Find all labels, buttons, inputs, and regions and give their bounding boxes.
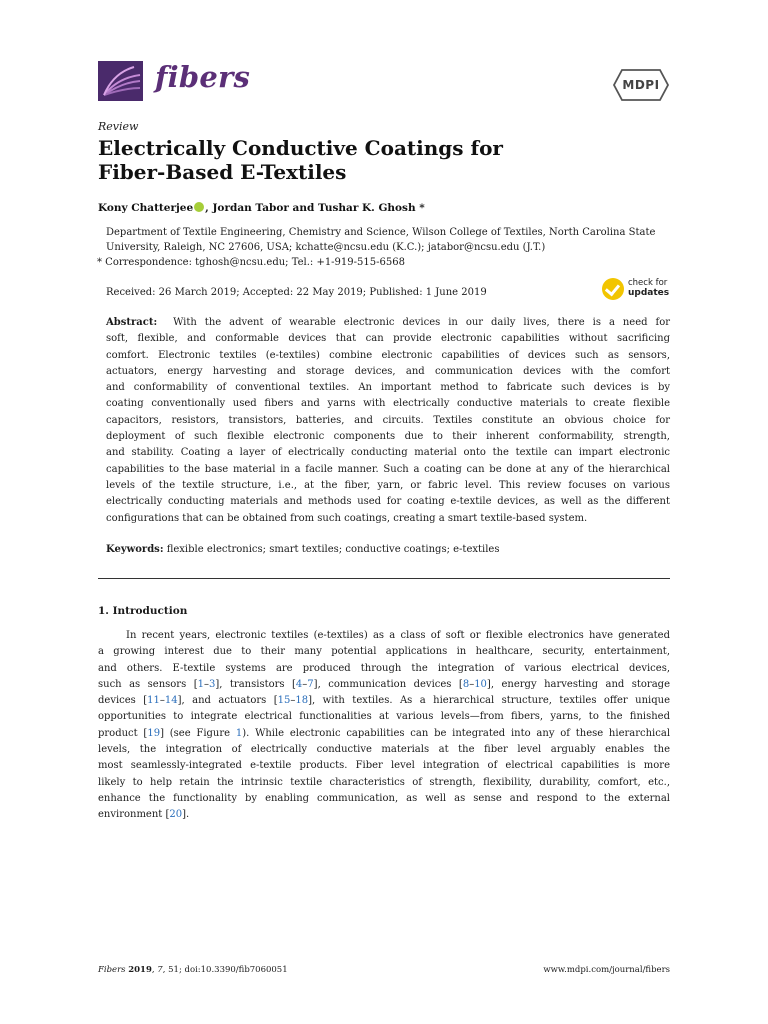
abstract-line: and stability. Coating a layer of electrically conducting material onto the textile can impart electronic [106, 447, 670, 459]
citation-link[interactable]: 14 [164, 695, 178, 707]
check-for-updates-button[interactable] [602, 277, 672, 303]
abstract-line: levels of the textile structure, i.e., at the fiber, yarn, or fabric level. This review focuses on various [106, 479, 670, 491]
author-names[interactable]: , Jordan Tabor and Tushar K. Ghosh * [205, 202, 425, 214]
body-line: most seamlessly-integrated e-textile products. Fiber level integration of electrical capabilities is more [98, 760, 670, 772]
abstract-label: Abstract: [106, 317, 158, 328]
introduction-body [98, 628, 670, 824]
correspondence: * Correspondence: tghosh@ncsu.edu; Tel.: +1-919-515-6568 [97, 257, 405, 268]
citation-link[interactable]: 18 [295, 695, 309, 707]
citation-link[interactable]: 20 [169, 809, 183, 821]
title-line: Electrically Conductive Coatings for [98, 136, 503, 160]
section-divider [98, 578, 670, 579]
article-title [98, 136, 618, 184]
footer-citation: Fibers 2019, 7, 51; doi:10.3390/fib7060051 [98, 965, 288, 975]
affiliation [97, 225, 668, 270]
abstract [106, 315, 670, 527]
abstract-line: Abstract: With the advent of wearable electronic devices in our daily lives, there is a need for [106, 317, 671, 328]
body-line: enhance the functionality by enabling communication, as well as sense and respond to the external [98, 792, 670, 804]
body-line: levels, the integration of electrically conductive materials at the fiber level arguably enables the [98, 744, 670, 756]
body-line: opportunities to integrate electrical functionalities at various levels—from fibers, yarns, to the finished [98, 711, 670, 723]
author-list [98, 202, 425, 214]
affiliation-line: University, Raleigh, NC 27606, USA; kchatte@ncsu.edu (K.C.); jatabor@ncsu.edu (J.T.) [106, 242, 546, 253]
citation-link[interactable]: 4 [295, 678, 303, 690]
citation-link[interactable]: 19 [147, 727, 161, 739]
journal-logo-icon [98, 61, 143, 101]
publication-dates: Received: 26 March 2019; Accepted: 22 May 2019; Published: 1 June 2019 [106, 287, 487, 298]
body-line: environment [20]. [98, 809, 190, 821]
abstract-line: deployment of such flexible electronic components due to their inherent conformability, strength, [106, 431, 670, 443]
keywords [106, 544, 499, 555]
citation-link[interactable]: 3 [208, 678, 216, 690]
body-line: such as sensors [1–3], transistors [4–7], communication devices [8–10], energy harvesting and storage [98, 678, 670, 690]
orcid-icon[interactable] [194, 202, 204, 212]
keywords-label: Keywords: [106, 544, 164, 555]
check-icon [602, 278, 624, 300]
abstract-line: capacitors, resistors, transistors, batteries, and circuits. Textiles constitute an obvious choice for [106, 414, 670, 426]
body-line: likely to help retain the intrinsic textile characteristics of strength, flexibility, durability, comfort, etc., [98, 776, 670, 788]
abstract-line: and conformability of conventional textiles. An important method to fabricate such devices is by [106, 382, 670, 394]
figure-link[interactable]: 1 [235, 727, 243, 739]
body-line: devices [11–14], and actuators [15–18], with textiles. As a hierarchical structure, textiles offer unique [98, 695, 670, 707]
article-type: Review [98, 120, 139, 133]
citation-link[interactable]: 7 [307, 678, 314, 690]
body-line: and others. E-textile systems are produced through the integration of various electrical devices, [98, 662, 670, 674]
body-line: a growing interest due to their many potential applications in healthcare, security, entertainment, [98, 646, 670, 658]
affiliation-line: Department of Textile Engineering, Chemistry and Science, Wilson College of Textiles, North Carolina State [106, 227, 656, 238]
publisher-name: MDPI [622, 78, 660, 92]
abstract-line: electrically conducting materials and methods used for coating e-textile devices, as well as the different [106, 496, 670, 508]
citation-link[interactable]: 1 [197, 678, 204, 690]
keywords-text: flexible electronics; smart textiles; conductive coatings; e-textiles [166, 544, 500, 555]
citation-link[interactable]: 8 [462, 678, 470, 690]
body-line: In recent years, electronic textiles (e-textiles) as a class of soft or flexible electronics have generated [126, 630, 670, 641]
citation-link[interactable]: 10 [474, 678, 487, 690]
title-line: Fiber-Based E-Textiles [98, 160, 347, 184]
abstract-line: capabilities to the base material in a facile manner. Such a coating can be done at any of the hierarchical [106, 463, 670, 475]
abstract-line: configurations that can be obtained from such coatings, creating a smart textile-based system. [106, 512, 588, 524]
citation-link[interactable]: 15 [277, 695, 291, 707]
journal-name: fibers [155, 60, 251, 94]
author-name[interactable]: Kony Chatterjee [98, 202, 194, 214]
abstract-line: coating conventionally used fibers and yarns with electrically conductive materials to create flexible [106, 398, 670, 410]
abstract-line: comfort. Electronic textiles (e-textiles) combine electronic capabilities of devices such as sensors, [106, 349, 670, 361]
footer-journal-url[interactable]: www.mdpi.com/journal/fibers [543, 965, 670, 975]
section-heading: 1. Introduction [98, 605, 188, 617]
citation-link[interactable]: 11 [147, 695, 160, 707]
check-for-updates-label: check for updates [628, 278, 670, 298]
abstract-line: soft, flexible, and conformable devices that can provide electronic capabilities without sacrificing [106, 333, 670, 345]
body-line: product [19] (see Figure 1). While electronic capabilities can be integrated into any of these hierarchical [98, 727, 671, 739]
abstract-line: actuators, energy harvesting and storage devices, and communication devices with the comfort [106, 365, 670, 377]
